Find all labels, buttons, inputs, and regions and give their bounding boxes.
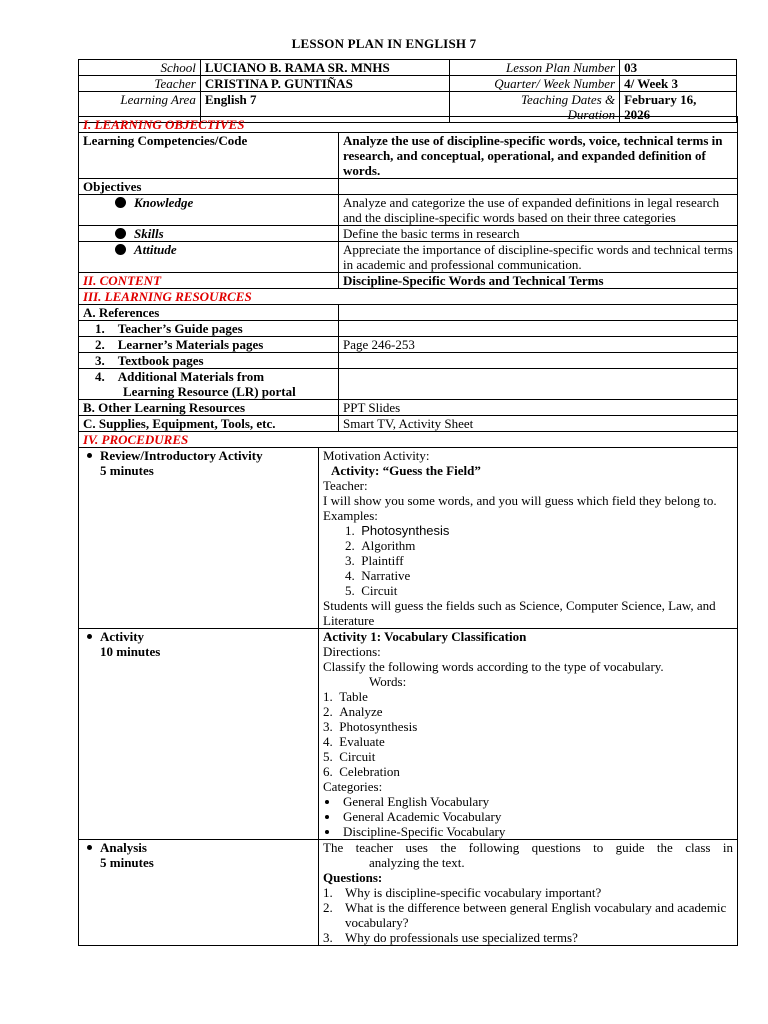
activity-instruction: Classify the following words according to the type of vocabulary. — [323, 659, 664, 674]
bullet-icon — [325, 830, 329, 834]
ref-label-line2: Learning Resource (LR) portal — [123, 384, 296, 399]
attitude-label: Attitude — [134, 242, 177, 257]
other-resources-label: B. Other Learning Resources — [79, 400, 339, 416]
lesson-table — [78, 116, 738, 946]
objectives-label: Objectives — [79, 179, 339, 195]
bullet-icon — [115, 197, 126, 208]
competencies-label: Learning Competencies/Code — [79, 133, 339, 179]
school-label: School — [79, 60, 201, 76]
list-item: 3. Plaintiff — [345, 553, 404, 568]
references-label: A. References — [79, 305, 339, 321]
review-instruction: I will show you some words, and you will guess which field they belong to. — [323, 493, 717, 508]
directions-label: Directions: — [323, 644, 381, 659]
quarter-week-label: Quarter/ Week Number — [450, 76, 620, 92]
ref-label: Textbook pages — [117, 353, 204, 368]
list-item: 1. Table — [323, 689, 368, 704]
bullet-icon — [325, 800, 329, 804]
analysis-label-cell — [79, 840, 319, 946]
activity-time: 10 minutes — [100, 644, 161, 659]
review-label-cell — [79, 448, 319, 629]
categories-label: Categories: — [323, 779, 383, 794]
bullet-icon — [325, 815, 329, 819]
references-blank — [339, 305, 738, 321]
analysis-label: Analysis — [100, 840, 147, 855]
bullet-icon — [87, 634, 92, 639]
ref-textbook-value — [339, 353, 738, 369]
knowledge-label: Knowledge — [134, 195, 194, 210]
attitude-label-cell — [79, 242, 339, 273]
review-content — [319, 448, 738, 629]
activity-label: Activity — [100, 629, 145, 644]
ref-num: 1. — [95, 321, 105, 336]
lesson-plan-number-label: Lesson Plan Number — [450, 60, 620, 76]
examples-label: Examples: — [323, 508, 378, 523]
skills-label-cell — [79, 226, 339, 242]
ref-label-line1: Additional Materials from — [117, 369, 265, 384]
content-text: Discipline-Specific Words and Technical Terms — [339, 273, 738, 289]
list-item: 5. Circuit — [345, 583, 398, 598]
ref-num: 4. — [95, 369, 105, 384]
questions-label: Questions: — [323, 870, 383, 885]
examples-list — [323, 523, 733, 598]
competencies-text: Analyze the use of discipline-specific words, voice, technical terms in research, and conceptual, operational, and expanded definition of words. — [339, 133, 738, 179]
categories-list — [323, 794, 733, 839]
list-item: 2. Algorithm — [345, 538, 416, 553]
teaching-dates-line1: February 16, — [624, 92, 697, 107]
list-item: 1. Photosynthesis — [345, 523, 450, 538]
knowledge-label-cell — [79, 195, 339, 226]
bullet-icon — [115, 228, 126, 239]
list-item: 2. Analyze — [323, 704, 383, 719]
words-label: Words: — [369, 674, 407, 689]
teaching-dates-label-line1: Teaching Dates & — [520, 92, 616, 107]
list-item: 4. Evaluate — [323, 734, 385, 749]
bullet-icon — [87, 453, 92, 458]
teacher-value: CRISTINA P. GUNTIÑAS — [200, 76, 450, 92]
skills-text: Define the basic terms in research — [339, 226, 738, 242]
lesson-plan-number-value: 03 — [620, 60, 737, 76]
learning-resources-heading: III. LEARNING RESOURCES — [79, 289, 738, 305]
bullet-icon — [115, 244, 126, 255]
list-item: 3. Why do professionals use specialized terms? — [323, 930, 578, 945]
procedures-heading: IV. PROCEDURES — [79, 432, 738, 448]
ref-additional-materials-value — [339, 369, 738, 400]
analysis-time: 5 minutes — [100, 855, 154, 870]
ref-textbook — [79, 353, 339, 369]
analysis-intro-line1: The teacher uses the following questions to guide the class in — [323, 840, 734, 855]
teacher-label: Teacher: — [323, 478, 368, 493]
analysis-content — [319, 840, 738, 946]
ref-learners-materials-value: Page 246-253 — [339, 337, 738, 353]
bullet-icon — [87, 845, 92, 850]
teaching-dates-line2: 2026 — [624, 107, 651, 122]
attitude-text: Appreciate the importance of discipline-specific words and technical terms in academic and professional communication. — [339, 242, 738, 273]
ref-learners-materials — [79, 337, 339, 353]
activity-label-cell — [79, 629, 319, 840]
motivation-label: Motivation Activity: — [323, 448, 430, 463]
list-item: 6. Celebration — [323, 764, 400, 779]
activity-title: Activity 1: Vocabulary Classification — [323, 629, 527, 644]
other-resources-value: PPT Slides — [339, 400, 738, 416]
ref-label: Teacher’s Guide pages — [117, 321, 243, 336]
ref-additional-materials — [79, 369, 339, 400]
learning-area-value: English 7 — [200, 92, 450, 123]
review-closing: Students will guess the fields such as Science, Computer Science, Law, and Literature — [323, 598, 716, 628]
learning-area-label: Learning Area — [79, 92, 201, 123]
list-item: General English Vocabulary — [323, 794, 733, 809]
content-heading: II. CONTENT — [79, 273, 339, 289]
review-time: 5 minutes — [100, 463, 154, 478]
supplies-value: Smart TV, Activity Sheet — [339, 416, 738, 432]
teaching-dates-label-line2: Duration — [567, 107, 616, 122]
quarter-week-value: 4/ Week 3 — [620, 76, 737, 92]
list-item: 5. Circuit — [323, 749, 376, 764]
objectives-blank — [339, 179, 738, 195]
ref-label: Learner’s Materials pages — [117, 337, 264, 352]
ref-num: 3. — [95, 353, 105, 368]
document-title: LESSON PLAN IN ENGLISH 7 — [291, 36, 477, 51]
questions-list — [323, 885, 733, 945]
school-value: LUCIANO B. RAMA SR. MNHS — [200, 60, 450, 76]
words-list — [323, 689, 733, 779]
review-label: Review/Introductory Activity — [100, 448, 263, 463]
analysis-intro-line2: analyzing the text. — [369, 855, 465, 870]
list-item: General Academic Vocabulary — [323, 809, 733, 824]
activity-content — [319, 629, 738, 840]
teacher-label: Teacher — [79, 76, 201, 92]
ref-teachers-guide — [79, 321, 339, 337]
learning-objectives-heading: I. LEARNING OBJECTIVES — [79, 117, 738, 133]
guess-field-title: Activity: “Guess the Field” — [331, 463, 481, 478]
list-item: 2. What is the difference between general English vocabulary and academic vocabulary? — [323, 900, 727, 930]
ref-num: 2. — [95, 337, 105, 352]
skills-label: Skills — [134, 226, 164, 241]
list-item: 4. Narrative — [345, 568, 411, 583]
header-table — [78, 59, 737, 123]
list-item: Discipline-Specific Vocabulary — [323, 824, 733, 839]
knowledge-text: Analyze and categorize the use of expanded definitions in legal research and the discipline-specific words based on their three categories — [339, 195, 738, 226]
supplies-label: C. Supplies, Equipment, Tools, etc. — [79, 416, 339, 432]
ref-teachers-guide-value — [339, 321, 738, 337]
list-item: 3. Photosynthesis — [323, 719, 418, 734]
list-item: 1. Why is discipline-specific vocabulary important? — [323, 885, 602, 900]
